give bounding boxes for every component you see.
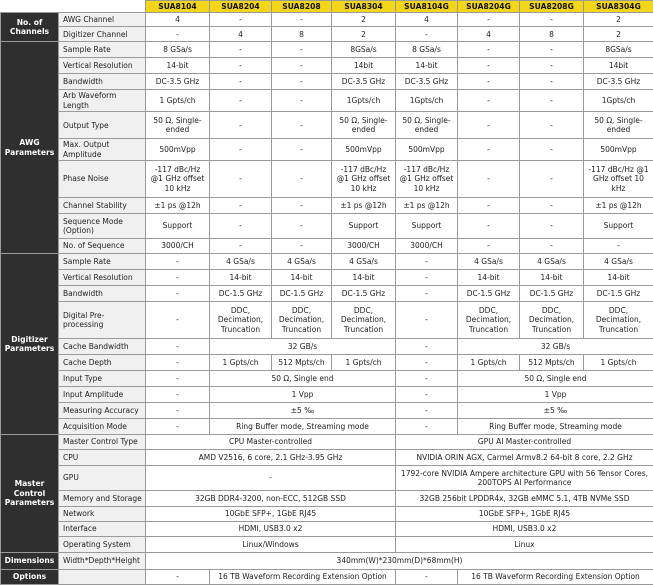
spec-row (1, 253, 653, 269)
param-label: Channel Stability (59, 197, 146, 213)
spec-value: - (520, 238, 584, 253)
spec-value: - (210, 90, 272, 112)
spec-value: - (458, 160, 520, 197)
spec-value: 512 Mpts/ch (272, 354, 332, 370)
spec-value: Support (584, 213, 653, 238)
spec-value: - (210, 74, 272, 90)
spec-value: DC-1.5 GHz (520, 285, 584, 301)
param-label: Sequence Mode (Option) (59, 213, 146, 238)
spec-value: - (210, 112, 272, 139)
spec-value: - (396, 269, 458, 285)
param-label: AWG Channel (59, 13, 146, 27)
spec-value: 32GB 256bit LPDDR4x, 32GB eMMC 5.1, 4TB NVMe SSD (396, 490, 653, 506)
spec-value: DDC, Decimation, Truncation (584, 301, 653, 338)
spec-row (1, 213, 653, 238)
spec-value: 2 (584, 27, 653, 42)
param-label: Arb Waveform Length (59, 90, 146, 112)
spec-value: DDC, Decimation, Truncation (458, 301, 520, 338)
spec-value: 8 GSa/s (146, 42, 210, 58)
spec-row (1, 285, 653, 301)
spec-value: DDC, Decimation, Truncation (272, 301, 332, 338)
group-label: Options (1, 569, 59, 584)
spec-value: - (458, 213, 520, 238)
spec-value: Ring Buffer mode, Streaming mode (458, 418, 653, 434)
spec-value: 14bit (584, 58, 653, 74)
spec-value: 50 Ω, Single-ended (332, 112, 396, 139)
spec-value: -117 dBc/Hz @1 GHz offset 10 kHz (584, 160, 653, 197)
group-label: Dimensions (1, 552, 59, 569)
spec-value: DC-3.5 GHz (396, 74, 458, 90)
spec-value: 4 GSa/s (584, 253, 653, 269)
spec-row (1, 490, 653, 506)
spec-value: ±1 ps @12h (332, 197, 396, 213)
spec-value: DC-1.5 GHz (458, 285, 520, 301)
spec-value: - (458, 42, 520, 58)
spec-value: 512 Mpts/ch (520, 354, 584, 370)
spec-value: 8 GSa/s (396, 42, 458, 58)
spec-value: 14-bit (520, 269, 584, 285)
spec-value: 4 GSa/s (332, 253, 396, 269)
spec-value: ±5 ‰ (458, 402, 653, 418)
spec-value: 4 (210, 27, 272, 42)
spec-value: - (146, 402, 210, 418)
spec-value: 1 Vpp (458, 386, 653, 402)
spec-row (1, 418, 653, 434)
param-label: Operating System (59, 536, 146, 552)
spec-value: DDC, Decimation, Truncation (210, 301, 272, 338)
spec-value: 1 Gpts/ch (210, 354, 272, 370)
spec-value: 14-bit (146, 58, 210, 74)
spec-value: - (210, 160, 272, 197)
spec-value: 1Gpts/ch (332, 90, 396, 112)
spec-value: 1 Gpts/ch (146, 90, 210, 112)
spec-row (1, 269, 653, 285)
spec-row (1, 449, 653, 465)
spec-value: ±1 ps @12h (584, 197, 653, 213)
spec-value: - (272, 42, 332, 58)
model-header: SUA8204 (210, 1, 272, 13)
spec-value: - (458, 197, 520, 213)
spec-value: - (146, 253, 210, 269)
spec-value: - (458, 112, 520, 139)
spec-value: - (272, 112, 332, 139)
group-label: AWG Parameters (1, 42, 59, 254)
param-label: Memory and Storage (59, 490, 146, 506)
spec-value: - (396, 370, 458, 386)
spec-row (1, 139, 653, 161)
spec-value: - (272, 160, 332, 197)
param-label: Cache Depth (59, 354, 146, 370)
spec-value: 50 Ω, Single end (458, 370, 653, 386)
spec-value: - (272, 139, 332, 161)
spec-value: DC-1.5 GHz (332, 285, 396, 301)
spec-row (1, 301, 653, 338)
param-label: Digital Pre-processing (59, 301, 146, 338)
spec-value: - (210, 213, 272, 238)
spec-value: 4 (458, 27, 520, 42)
spec-row (1, 338, 653, 354)
header-row (1, 1, 653, 13)
spec-value: 50 Ω, Single-ended (584, 112, 653, 139)
spec-value: 10GbE SFP+, 1GbE RJ45 (146, 506, 396, 521)
spec-value: 32 GB/s (458, 338, 653, 354)
spec-value: - (146, 338, 210, 354)
param-label: Acquisition Mode (59, 418, 146, 434)
spec-value: - (520, 74, 584, 90)
spec-value: ±5 ‰ (210, 402, 396, 418)
spec-value: 50 Ω, Single end (210, 370, 396, 386)
spec-value: - (272, 197, 332, 213)
spec-value: 4 GSa/s (458, 253, 520, 269)
spec-value: GPU AI Master-controlled (396, 434, 653, 449)
param-label: Master Control Type (59, 434, 146, 449)
param-label: Vertical Resolution (59, 269, 146, 285)
spec-row (1, 465, 653, 490)
spec-value: - (146, 269, 210, 285)
spec-row (1, 74, 653, 90)
spec-value: DDC, Decimation, Truncation (520, 301, 584, 338)
spec-value: - (146, 301, 210, 338)
spec-value: ±1 ps @12h (396, 197, 458, 213)
spec-value: 2 (584, 13, 653, 27)
spec-value: - (146, 465, 396, 490)
spec-row (1, 521, 653, 536)
spec-value: 500mVpp (396, 139, 458, 161)
spec-value: - (396, 253, 458, 269)
param-label: Output Type (59, 112, 146, 139)
param-label: Bandwidth (59, 74, 146, 90)
spec-value: Linux (396, 536, 653, 552)
spec-value: - (396, 301, 458, 338)
spec-row (1, 569, 653, 584)
spec-value: - (146, 285, 210, 301)
model-header: SUA8304 (332, 1, 396, 13)
spec-value: - (146, 354, 210, 370)
spec-value: Linux/Windows (146, 536, 396, 552)
spec-row (1, 354, 653, 370)
spec-value: Support (396, 213, 458, 238)
model-header: SUA8204G (458, 1, 520, 13)
spec-value: 8 (272, 27, 332, 42)
spec-value: - (396, 569, 458, 584)
spec-row (1, 197, 653, 213)
spec-value: 14-bit (332, 269, 396, 285)
spec-value: - (146, 569, 210, 584)
spec-value: - (210, 13, 272, 27)
spec-value: - (520, 197, 584, 213)
param-label (59, 569, 146, 584)
spec-value: 1 Gpts/ch (458, 354, 520, 370)
spec-value: DDC, Decimation, Truncation (332, 301, 396, 338)
param-label: Digitizer Channel (59, 27, 146, 42)
spec-value: - (458, 238, 520, 253)
spec-value: - (458, 13, 520, 27)
spec-row (1, 238, 653, 253)
spec-value: - (272, 238, 332, 253)
spec-value: AMD V2516, 6 core, 2.1 GHz-3.95 GHz (146, 449, 396, 465)
spec-value: - (210, 197, 272, 213)
param-label: Input Type (59, 370, 146, 386)
spec-value: - (396, 418, 458, 434)
model-header: SUA8208G (520, 1, 584, 13)
spec-value: - (584, 238, 653, 253)
spec-row (1, 160, 653, 197)
spec-value: Support (332, 213, 396, 238)
spec-value: - (210, 42, 272, 58)
spec-value: DC-1.5 GHz (584, 285, 653, 301)
spec-value: 4 GSa/s (272, 253, 332, 269)
param-label: Input Amplitude (59, 386, 146, 402)
spec-value: 1792-core NVIDIA Ampere architecture GPU with 56 Tensor Cores, 200TOPS AI Performance (396, 465, 653, 490)
spec-value: 14-bit (210, 269, 272, 285)
param-label: Phase Noise (59, 160, 146, 197)
spec-value: - (210, 58, 272, 74)
spec-value: - (146, 370, 210, 386)
spec-value: - (520, 139, 584, 161)
param-label: CPU (59, 449, 146, 465)
spec-value: 1 Gpts/ch (584, 354, 653, 370)
group-label: No. of Channels (1, 13, 59, 42)
param-label: Max. Output Amplitude (59, 139, 146, 161)
spec-table-body (1, 1, 653, 585)
spec-value: DC-3.5 GHz (584, 74, 653, 90)
spec-value: -117 dBc/Hz @1 GHz offset 10 kHz (396, 160, 458, 197)
spec-row (1, 27, 653, 42)
header-corner (1, 1, 146, 13)
group-label: Master Control Parameters (1, 434, 59, 552)
param-label: Width*Depth*Height (59, 552, 146, 569)
spec-value: 8 (520, 27, 584, 42)
spec-value: 1 Vpp (210, 386, 396, 402)
spec-value: -117 dBc/Hz @1 GHz offset 10 kHz (332, 160, 396, 197)
group-label: Digitizer Parameters (1, 253, 59, 434)
spec-value: DC-1.5 GHz (210, 285, 272, 301)
spec-value: 14-bit (396, 58, 458, 74)
spec-value: 3000/CH (146, 238, 210, 253)
spec-value: 14-bit (272, 269, 332, 285)
param-label: Cache Bandwidth (59, 338, 146, 354)
spec-value: - (520, 58, 584, 74)
spec-value: 32GB DDR4-3200, non-ECC, 512GB SSD (146, 490, 396, 506)
param-label: Sample Rate (59, 42, 146, 58)
spec-value: - (458, 74, 520, 90)
spec-value: 500mVpp (146, 139, 210, 161)
spec-value: - (146, 27, 210, 42)
spec-row (1, 370, 653, 386)
spec-value: 500mVpp (332, 139, 396, 161)
spec-value: - (458, 139, 520, 161)
spec-value: 4 (396, 13, 458, 27)
spec-value: - (396, 27, 458, 42)
spec-row (1, 112, 653, 139)
spec-value: 3000/CH (396, 238, 458, 253)
spec-value: 4 GSa/s (210, 253, 272, 269)
spec-value: - (396, 402, 458, 418)
spec-value: - (520, 160, 584, 197)
spec-row (1, 386, 653, 402)
param-label: Interface (59, 521, 146, 536)
spec-value: HDMI, USB3.0 x2 (396, 521, 653, 536)
spec-value: - (396, 354, 458, 370)
spec-value: - (210, 139, 272, 161)
spec-value: CPU Master-controlled (146, 434, 396, 449)
spec-value: - (520, 13, 584, 27)
spec-value: - (210, 238, 272, 253)
spec-value: 2 (332, 27, 396, 42)
spec-value: 8GSa/s (584, 42, 653, 58)
spec-value: - (520, 42, 584, 58)
spec-value: 340mm(W)*230mm(D)*68mm(H) (146, 552, 653, 569)
spec-row (1, 536, 653, 552)
spec-value: - (272, 13, 332, 27)
param-label: Measuring Accuracy (59, 402, 146, 418)
spec-value: - (458, 90, 520, 112)
param-label: Sample Rate (59, 253, 146, 269)
spec-value: 32 GB/s (210, 338, 396, 354)
model-header: SUA8104 (146, 1, 210, 13)
spec-value: - (272, 90, 332, 112)
spec-value: 14bit (332, 58, 396, 74)
model-header: SUA8104G (396, 1, 458, 13)
spec-row (1, 506, 653, 521)
spec-value: ±1 ps @12h (146, 197, 210, 213)
param-label: No. of Sequence (59, 238, 146, 253)
spec-value: 8GSa/s (332, 42, 396, 58)
spec-value: 2 (332, 13, 396, 27)
spec-row (1, 402, 653, 418)
spec-value: - (520, 112, 584, 139)
spec-value: DC-3.5 GHz (332, 74, 396, 90)
spec-value: DC-3.5 GHz (146, 74, 210, 90)
spec-value: 1 Gpts/ch (332, 354, 396, 370)
spec-value: Ring Buffer mode, Streaming mode (210, 418, 396, 434)
spec-value: - (272, 74, 332, 90)
spec-value: 14-bit (458, 269, 520, 285)
spec-value: HDMI, USB3.0 x2 (146, 521, 396, 536)
spec-value: 4 GSa/s (520, 253, 584, 269)
spec-value: - (146, 386, 210, 402)
spec-value: 14-bit (584, 269, 653, 285)
spec-value: 1Gpts/ch (584, 90, 653, 112)
spec-row (1, 552, 653, 569)
spec-value: 16 TB Waveform Recording Extension Option (210, 569, 396, 584)
spec-value: 3000/CH (332, 238, 396, 253)
spec-value: - (458, 58, 520, 74)
param-label: Bandwidth (59, 285, 146, 301)
param-label: Vertical Resolution (59, 58, 146, 74)
spec-value: - (146, 418, 210, 434)
spec-row (1, 42, 653, 58)
spec-value: - (396, 338, 458, 354)
spec-value: 10GbE SFP+, 1GbE RJ45 (396, 506, 653, 521)
spec-value: - (396, 386, 458, 402)
param-label: GPU (59, 465, 146, 490)
spec-value: -117 dBc/Hz @1 GHz offset 10 kHz (146, 160, 210, 197)
model-header: SUA8208 (272, 1, 332, 13)
spec-value: - (272, 213, 332, 238)
spec-value: 4 (146, 13, 210, 27)
spec-row (1, 434, 653, 449)
spec-value: 500mVpp (584, 139, 653, 161)
spec-value: 50 Ω, Single-ended (396, 112, 458, 139)
spec-value: DC-1.5 GHz (272, 285, 332, 301)
spec-value: 50 Ω, Single-ended (146, 112, 210, 139)
spec-value: - (520, 90, 584, 112)
spec-row (1, 58, 653, 74)
model-header: SUA8304G (584, 1, 653, 13)
spec-row (1, 13, 653, 27)
spec-value: Support (146, 213, 210, 238)
spec-value: - (520, 213, 584, 238)
spec-value: NVIDIA ORIN AGX, Carmel Armv8.2 64-bit 8 core, 2.2 GHz (396, 449, 653, 465)
param-label: Network (59, 506, 146, 521)
spec-value: 16 TB Waveform Recording Extension Option (458, 569, 653, 584)
spec-value: - (396, 285, 458, 301)
spec-value: - (272, 58, 332, 74)
spec-value: 1Gpts/ch (396, 90, 458, 112)
spec-row (1, 90, 653, 112)
